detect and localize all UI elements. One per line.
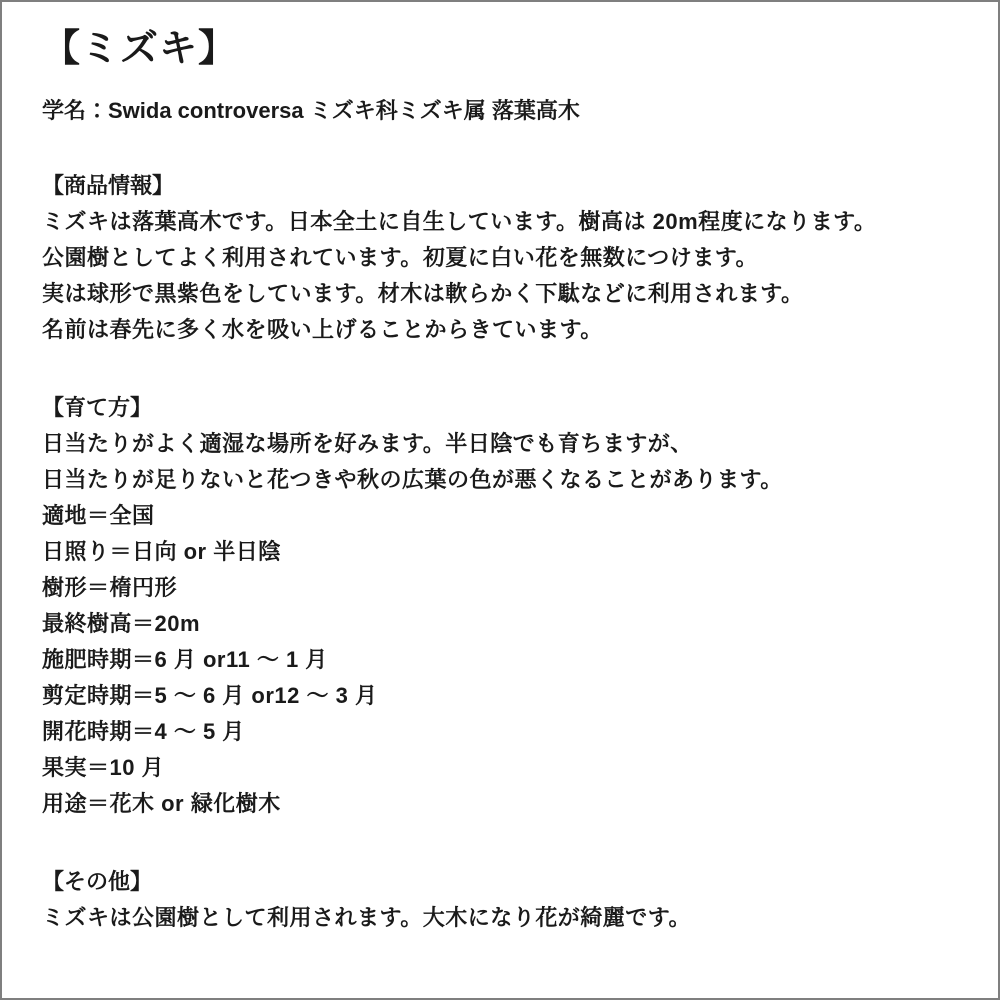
text-line: 名前は春先に多く水を吸い上げることからきています。	[42, 317, 603, 342]
page-content	[2, 2, 998, 936]
text-line: 樹形＝楕円形	[42, 575, 178, 600]
text-line: 剪定時期＝5 ～ 6 月 or12 ～ 3 月	[42, 683, 378, 708]
section-heading: 【その他】	[42, 869, 153, 894]
section-product-info	[42, 168, 958, 348]
text-line: 実は球形で黒紫色をしています。材木は軟らかく下駄などに利用されます。	[42, 281, 804, 306]
text-line: 施肥時期＝6 月 or11 ～ 1 月	[42, 647, 328, 672]
section-heading: 【育て方】	[42, 395, 153, 420]
text-line: 適地＝全国	[42, 503, 155, 528]
text-line: ミズキは公園樹として利用されます。大木になり花が綺麗です。	[42, 905, 691, 930]
scientific-name-line: 学名：Swida controversa ミズキ科ミズキ属 落葉高木	[42, 98, 580, 123]
text-line: 公園樹としてよく利用されています。初夏に白い花を無数につけます。	[42, 245, 759, 270]
text-line: 日当たりが足りないと花つきや秋の広葉の色が悪くなることがあります。	[42, 467, 783, 492]
section-growing-guide	[42, 390, 958, 822]
text-line: 果実＝10 月	[42, 755, 165, 780]
text-line: 用途＝花木 or 緑化樹木	[42, 791, 281, 816]
section-heading: 【商品情報】	[42, 173, 175, 198]
section-other-notes	[42, 864, 958, 936]
text-line: 最終樹高＝20m	[42, 611, 201, 636]
page-title: 【ミズキ】	[42, 28, 238, 70]
text-line: 日当たりがよく適湿な場所を好みます。半日陰でも育ちますが、	[42, 431, 693, 456]
text-line: ミズキは落葉高木です。日本全土に自生しています。樹高は 20m程度になります。	[42, 209, 877, 234]
text-line: 開花時期＝4 ～ 5 月	[42, 719, 245, 744]
text-line: 日照り＝日向 or 半日陰	[42, 539, 281, 564]
